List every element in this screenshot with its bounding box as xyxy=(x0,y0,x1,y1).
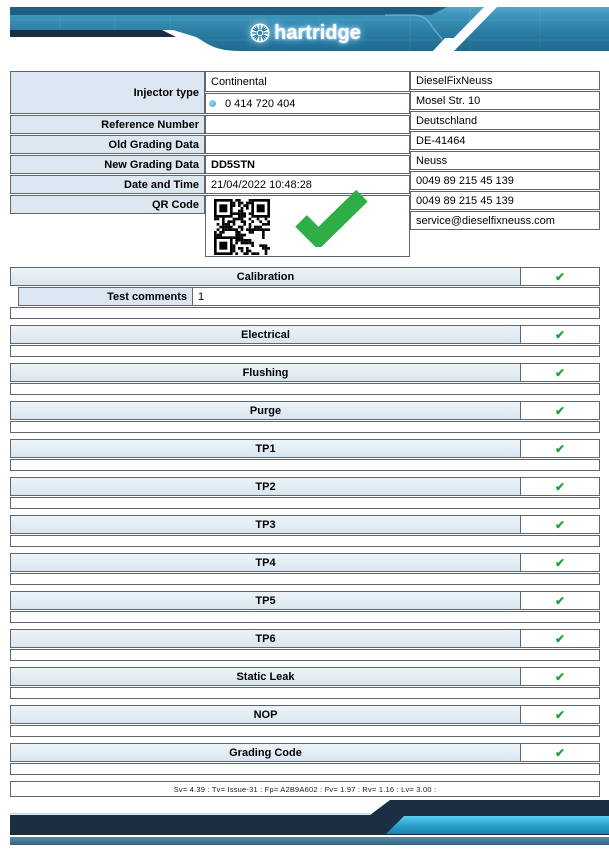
section-tp4 xyxy=(10,553,600,585)
section-static-leak xyxy=(10,667,600,699)
logo-text: hartridge xyxy=(274,22,361,44)
customer-email: service@dieselfixneuss.com xyxy=(410,211,600,230)
section-detail-row xyxy=(10,497,600,509)
section-detail-row xyxy=(10,459,600,471)
test-comments-label: Test comments xyxy=(19,288,193,305)
customer-postcode: DE-41464 xyxy=(410,131,600,150)
section-tp1 xyxy=(10,439,600,471)
customer-street: Mosel Str. 10 xyxy=(410,91,600,110)
check-icon: ✔ xyxy=(554,745,566,760)
check-icon: ✔ xyxy=(554,365,566,380)
section-header xyxy=(10,363,600,382)
info-value-column xyxy=(205,71,410,257)
section-status-cell xyxy=(520,516,599,533)
check-icon: ✔ xyxy=(554,707,566,722)
section-electrical xyxy=(10,325,600,357)
check-icon: ✔ xyxy=(554,269,566,284)
new-grading-value: DD5STN xyxy=(205,155,410,174)
info-label-column xyxy=(10,71,205,214)
qr-code-cell xyxy=(205,195,410,257)
section-header xyxy=(10,591,600,610)
injector-info-table xyxy=(10,71,600,257)
section-status-cell xyxy=(520,630,599,647)
new-grading-label: New Grading Data xyxy=(10,155,205,174)
version-line: Sv= 4.39 : Tv= Issue-31 : Fp= A2B9A602 : Fv= 1.97 : Rv= 1.16 : Lv= 3.00 : xyxy=(173,784,437,794)
check-icon: ✔ xyxy=(554,479,566,494)
qr-code xyxy=(214,199,270,258)
section-title: NOP xyxy=(253,708,278,721)
section-detail-row xyxy=(10,725,600,737)
section-status-cell xyxy=(520,326,599,343)
section-detail-row xyxy=(10,649,600,661)
section-status-cell xyxy=(520,402,599,419)
section-title: TP3 xyxy=(255,518,276,531)
section-status-cell xyxy=(520,268,599,285)
section-title: Calibration xyxy=(236,270,295,283)
bottom-banner xyxy=(0,800,609,849)
part-bullet-icon xyxy=(209,100,216,107)
injector-part-value: 0 414 720 404 xyxy=(225,97,296,110)
check-icon: ✔ xyxy=(554,517,566,532)
section-header xyxy=(10,743,600,762)
section-header xyxy=(10,553,600,572)
customer-phone-2: 0049 89 215 45 139 xyxy=(410,191,600,210)
section-header xyxy=(10,267,600,286)
section-status-cell xyxy=(520,554,599,571)
section-grading-code xyxy=(10,743,600,775)
section-status-cell xyxy=(520,668,599,685)
test-comments-row xyxy=(18,287,600,306)
section-header xyxy=(10,401,600,420)
section-title: Static Leak xyxy=(236,670,295,683)
section-title: TP2 xyxy=(255,480,276,493)
section-title: TP6 xyxy=(255,632,276,645)
bottom-banner-graphic xyxy=(0,800,609,849)
section-status-cell xyxy=(520,744,599,761)
check-icon: ✔ xyxy=(554,631,566,646)
section-title: Electrical xyxy=(241,328,290,341)
section-flushing xyxy=(10,363,600,395)
section-title: Purge xyxy=(249,404,282,417)
section-title: TP5 xyxy=(255,594,276,607)
section-status-cell xyxy=(520,478,599,495)
section-detail-row xyxy=(10,535,600,547)
top-banner xyxy=(0,0,609,57)
customer-city: Neuss xyxy=(410,151,600,170)
section-detail-row xyxy=(10,763,600,775)
date-time-label: Date and Time xyxy=(10,175,205,194)
section-detail-row xyxy=(10,687,600,699)
section-purge xyxy=(10,401,600,433)
section-title: TP1 xyxy=(255,442,276,455)
section-detail-row xyxy=(10,421,600,433)
section-detail-row xyxy=(10,611,600,623)
top-banner-graphic xyxy=(0,0,609,57)
customer-name: DieselFixNeuss xyxy=(410,71,600,90)
check-icon: ✔ xyxy=(554,555,566,570)
check-icon: ✔ xyxy=(554,593,566,608)
section-status-cell xyxy=(520,364,599,381)
check-icon: ✔ xyxy=(554,327,566,342)
section-title: Flushing xyxy=(242,366,289,379)
section-tp2 xyxy=(10,477,600,509)
test-sections xyxy=(10,267,600,797)
version-info-row xyxy=(10,781,600,797)
old-grading-label: Old Grading Data xyxy=(10,135,205,154)
section-detail-row xyxy=(10,307,600,319)
section-title: TP4 xyxy=(255,556,276,569)
section-tp3 xyxy=(10,515,600,547)
customer-phone-1: 0049 89 215 45 139 xyxy=(410,171,600,190)
reference-number-label: Reference Number xyxy=(10,115,205,134)
reference-number-value xyxy=(205,115,410,134)
section-title: Grading Code xyxy=(229,746,302,759)
section-status-cell xyxy=(520,440,599,457)
check-icon: ✔ xyxy=(554,403,566,418)
section-header xyxy=(10,629,600,648)
section-header xyxy=(10,667,600,686)
section-calibration xyxy=(10,267,600,319)
section-tp6 xyxy=(10,629,600,661)
injector-type-label: Injector type xyxy=(10,71,205,114)
date-time-value: 21/04/2022 10:48:28 xyxy=(205,175,410,194)
section-header xyxy=(10,515,600,534)
injector-part-cell xyxy=(205,93,410,114)
section-nop xyxy=(10,705,600,737)
section-detail-row xyxy=(10,383,600,395)
qr-code-label: QR Code xyxy=(10,195,205,214)
section-tp5 xyxy=(10,591,600,623)
injector-make-value: Continental xyxy=(205,71,410,92)
section-detail-row xyxy=(10,573,600,585)
section-header xyxy=(10,439,600,458)
check-icon: ✔ xyxy=(554,441,566,456)
section-header xyxy=(10,705,600,724)
section-detail-row xyxy=(10,345,600,357)
section-status-cell xyxy=(520,706,599,723)
section-header xyxy=(10,325,600,344)
test-comments-value: 1 xyxy=(198,290,205,303)
old-grading-value xyxy=(205,135,410,154)
section-header xyxy=(10,477,600,496)
result-pass-check-icon xyxy=(292,189,370,247)
customer-country: Deutschland xyxy=(410,111,600,130)
check-icon: ✔ xyxy=(554,669,566,684)
customer-column xyxy=(410,71,600,230)
section-status-cell xyxy=(520,592,599,609)
